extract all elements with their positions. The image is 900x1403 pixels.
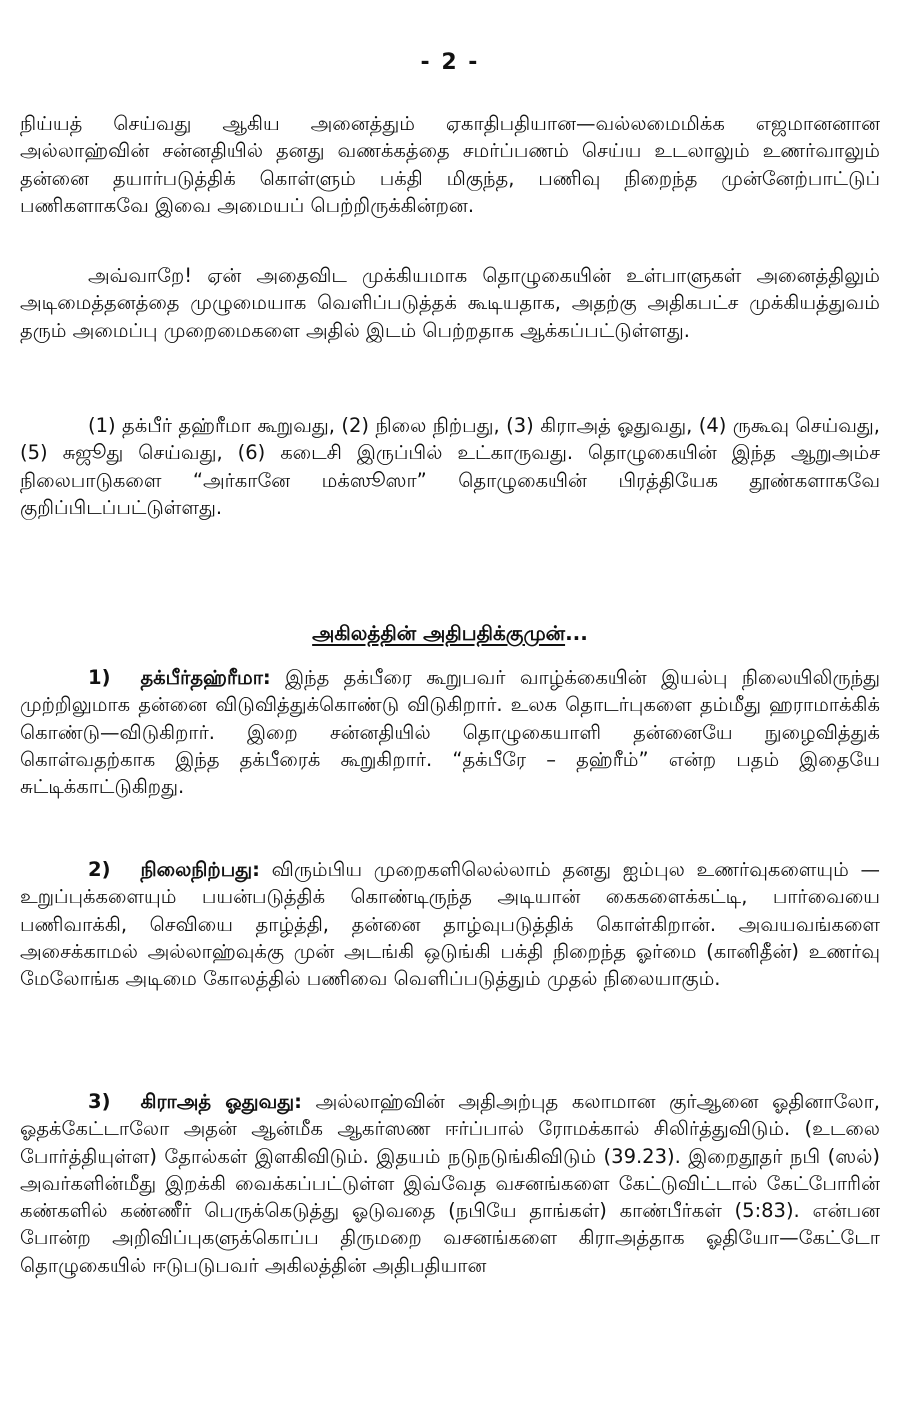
item-term: கிராஅத் ஓதுவது: (140, 1090, 302, 1113)
item-number: 3) (88, 1090, 111, 1113)
page-number: - 2 - (420, 50, 480, 75)
section-title (20, 618, 880, 648)
item-number: 2) (88, 858, 111, 881)
section-title-suffix: ... (565, 621, 588, 645)
item-term: நிலைநிற்பது: (140, 858, 260, 881)
paragraph-pillars-intro: அவ்வாறே! ஏன் அதைவிட முக்கியமாக தொழுகையின் உள்பாளுகள் அனைத்திலும் அடிமைத்தனத்தை முழுமையாக வெளிப்படுத்தக் கூடியதாக, அதற்கு அதிகபட்ச முக்கியத்துவம் தரும் அமைப்பு முறைமைகளை அதில் இடம் பெற்றதாக ஆக்கப்பட்டுள்ளது. (20, 264, 880, 342)
paragraph-six-pillars: (1) தக்பீர் தஹ்ரீமா கூறுவது, (2) நிலை நிற்பது, (3) கிராஅத் ஓதுவது, (4) ருகூவு செய்வது, (5) சுஜூது செய்வது, (6) கடைசி இருப்பில் உட்காருவது. தொழுகையின் இந்த ஆறுஅம்ச நிலைபாடுகளை “அர்கானே மக்ஸூஸா” தொழுகையின் பிரத்தியேக தூண்களாகவே குறிப்பிடப்பட்டுள்ளது. (20, 414, 880, 519)
section-title-text: அகிலத்தின் அதிபதிக்குமுன் (312, 621, 566, 645)
paragraph-intro: நிய்யத் செய்வது ஆகிய அனைத்தும் ஏகாதிபதியான—வல்லமைமிக்க எஜமானனான அல்லாஹ்வின் சன்னதியில் தனது வணக்கத்தை சமர்ப்பணம் செய்ய உடலாலும் உணர்வாலும் தன்னை தயார்படுத்திக் கொள்ளும் பக்தி மிகுந்த, பணிவு நிறைந்த முன்னேற்பாட்டுப் பணிகளாகவே இவை அமையப் பெற்றிருக்கின்றன. (20, 112, 880, 217)
document-page (20, 0, 880, 1403)
item-term: தக்பீர்தஹ்ரீமா: (140, 666, 271, 689)
item-number: 1) (88, 666, 111, 689)
item-text: இந்த தக்பீரை கூறுபவர் வாழ்க்கையின் இயல்பு நிலையிலிருந்து முற்றிலுமாக தன்னை விடுவித்துக்கொண்டு விடுகிறார். உலக தொடர்புகளை தம்மீது ஹராமாக்கிக் கொண்டு—விடுகிறார். இறை சன்னதியில் தொழுகையாளி தன்னையே நுழைவித்துக் கொள்வதற்காக இந்த தக்பீரைக் கூறுகிறார். “தக்பீரே – தஹ்ரீம்” என்ற பதம் இதையே சுட்டிக்காட்டுகிறது. (20, 666, 881, 799)
item-text: விரும்பிய முறைகளிலெல்லாம் தனது ஐம்புல உணர்வுகளையும் — உறுப்புக்களையும் பயன்படுத்திக் கொண்டிருந்த அடியான் கைகளைக்கட்டி, பார்வையை பணிவாக்கி, செவியை தாழ்த்தி, தன்னை தாழ்வுபடுத்திக் கொள்கிறான். அவயவங்களை அசைக்காமல் அல்லாஹ்வுக்கு முன் அடங்கி ஒடுங்கி பக்தி நிறைந்த ஓர்மை (கானிதீன்) உணர்வு மேலோங்க அடிமை கோலத்தில் பணிவை வெளிப்படுத்தும் முதல் நிலையாகும். (20, 858, 880, 991)
item-recitation (20, 1088, 880, 1279)
item-takbir (20, 664, 880, 800)
item-text: அல்லாஹ்வின் அதிஅற்புத கலாமான குர்ஆனை ஓதினாலோ, ஓதக்கேட்டாலோ அதன் ஆன்மீக ஆகர்ஸண ஈர்ப்பால் ரோமக்கால் சிலிர்த்துவிடும். (உடலை போர்த்தியுள்ள) தோல்கள் இளகிவிடும். இதயம் நடுநடுங்கிவிடும் (39.23). இறைதூதர் நபி (ஸல்) அவர்களின்மீது இறக்கி வைக்கப்பட்டுள்ள இவ்வேத வசனங்களை கேட்டுவிட்டால் கேட்போரின் கண்களில் கண்ணீர் பெருக்கெடுத்து ஓடுவதை (நபியே தாங்கள்) காண்பீர்கள் (5:83). என்பன போன்ற அறிவிப்புகளுக்கொப்ப திருமறை வசனங்களை கிராஅத்தாக ஓதியோ—கேட்டோ தொழுகையில் ஈடுபடுபவர் அகிலத்தின் அதிபதியான (20, 1090, 880, 1277)
item-standing (20, 856, 880, 992)
